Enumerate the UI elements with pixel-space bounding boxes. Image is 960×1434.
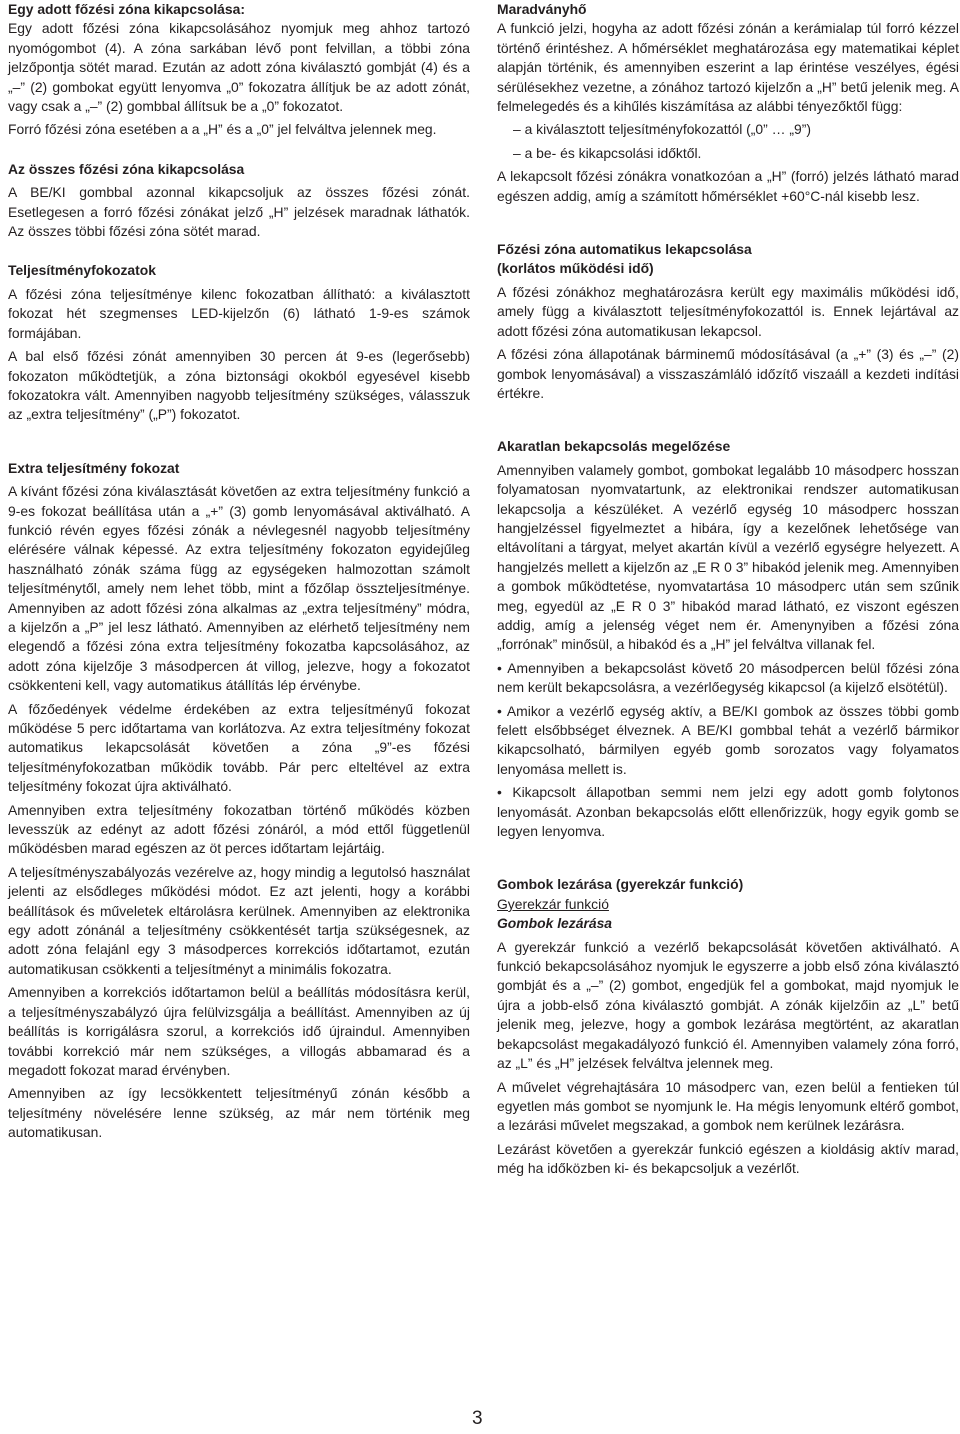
left-column: [8, 0, 470, 1143]
paragraph: A BE/KI gombbal azonnal kikapcsoljuk az összes főzési zónát. Esetlegesen a forró főzési zónákat jelző „H” jelzések maradnak láthatók. Az összes többi főzési zóna sötét marad.: [8, 184, 470, 240]
section-heading: Az összes főzési zóna kikapcsolása: [8, 160, 245, 177]
section-accidental-switch-on: [497, 437, 959, 841]
section-heading: Főzési zóna automatikus lekapcsolása: [497, 241, 752, 258]
paragraph: A funkció jelzi, hogyha az adott főzési zónán a kerámialap túl forró kézzel történő érintéshez. A hőmérséklet meghatározása egy matematikai képlet alapján történik, és amennyiben eszerint a lap érintése veszélyes, égési sérülésekhez vezetne, a zónához tartozó kijelzőn a „H” betű jelenik meg. A felmelegedés és a kihűlés kiszámítása az alábbi tényezőktől függ:: [497, 20, 959, 115]
paragraph: Amennyiben extra teljesítmény fokozatban történő működés közben levesszük az edényt az adott főzési zónáról, a mód ettől függetlenül működésben marad egészen az öt perces időtartam lejártáig.: [8, 801, 470, 857]
paragraph: A lekapcsolt főzési zónákra vonatkozóan a „H” (forró) jelzés látható marad egészen addig, amíg a számított hőmérséklet +60°C-nál kisebb lesz.: [497, 168, 959, 204]
bullet-item: • Amikor a vezérlő egység aktív, a BE/KI gombok az összes többi gomb felett elsőbbséget élveznek. A BE/KI gombbal tehát a vezérlő bármikor kikapcsolható, bármilyen egyéb gomb sorozatos vagy folyamatos lenyomása mellett is.: [497, 702, 959, 777]
section-child-lock: [497, 875, 959, 1178]
paragraph: A bal első főzési zónát amennyiben 30 percen át 9-es (legerősebb) fokozaton működtetjük, a zóna biztonsági okokból egyesével kisebb fokozatokra vált. Amennyiben nagyobb teljesítmény szükséges, válasszuk az „extra teljesítmény” („P”) fokozatot.: [8, 348, 470, 423]
paragraph: Lezárást követően a gyerekzár funkció egészen a kioldásig aktív marad, még ha időközben ki- és bekapcsoljuk a vezérlőt.: [497, 1140, 959, 1177]
section-single-zone-off: [8, 0, 470, 140]
paragraph: A főzési zóna állapotának bárminemű módosításával (a „+” (3) és „–” (2) gombok lenyomásával) a visszaszámláló időzítő viszaáll a kezdeti indítási értékre.: [497, 346, 959, 401]
section-heading: Extra teljesítmény fokozat: [8, 459, 180, 476]
paragraph: A teljesítményszabályozás vezérelve az, hogy mindig a legutolsó használat jelenti az elsődleges működési módot. Ez azt jelenti, hogy a korábbi beállítások és műveletek eltárolásra kerülnek. Amennyiben az elektronika egy adott zónánál a teljesítmény csökkentését tartja szükségesnek, az adott zóna felajánl egy 3 másodperces korrekciós időtartamot, ezután automatikusan csökkenti a teljesítményt a minimális fokozatra.: [8, 863, 470, 977]
page-number: 3: [472, 1408, 483, 1429]
bullet-item: • Kikapcsolt állapotban semmi nem jelzi egy adott gomb folytonos lenyomását. Azonban bekapcsolás előtt ellenőrizzük, hogy egyik gomb se legyen lenyomva.: [497, 784, 959, 840]
section-all-zones-off: [8, 160, 470, 242]
section-heading: Akaratlan bekapcsolás megelőzése: [497, 438, 731, 455]
list-item: – a be- és kikapcsolási időktől.: [513, 144, 702, 161]
underlined-subheading: Gyerekzár funkció: [497, 895, 609, 912]
paragraph: A művelet végrehajtására 10 másodperc van, ezen belül a fentieken túl egyetlen más gombot se nyomjunk le. Ha mégis lenyomunk eltérő gombot, a lezárási művelet megszakad, a gombok nem kerülnek lezárásra.: [497, 1078, 959, 1134]
section-extra-power: [8, 459, 470, 1143]
paragraph: A főzési zóna teljesítménye kilenc fokozatban állítható: a kiválasztott fokozat hét szegmenses LED-kijelzőn (6) látható 1-9-es számok formájában.: [8, 285, 470, 341]
paragraph: Amennyiben a korrekciós időtartamon belül a beállítás módosításra kerül, a teljesítményszabályzó újra felülvizsgálja a beállítást. Amennyiben az új beállítás is korrigálásra szorul, a korrekciós idő újraindul. Amennyiben további korrekció már nem szükséges, a villogás abbamarad és a megadott fokozat marad érvényben.: [8, 984, 470, 1078]
paragraph: A főzőedények védelme érdekében az extra teljesítményű fokozat működése 5 perc időtartama van korlátozva. Az extra teljesítmény fokozat automatikus lekapcsolását követően a zóna „9”-es főzési teljesítményfokozatban működik tovább. Pár perc elteltével az extra teljesítmény fokozat újra aktiválható.: [8, 700, 470, 795]
section-heading: Egy adott főzési zóna kikapcsolása:: [8, 1, 245, 17]
paragraph: Amennyiben az így lecsökkentett teljesítményű zónán később a teljesítmény növelésére lenne szükség, az már nem történik meg automatikusan.: [8, 1085, 470, 1141]
section-heading: Maradványhő: [497, 1, 587, 17]
section-power-levels: [8, 261, 470, 424]
section-auto-switch-off: [497, 240, 959, 403]
paragraph: A gyerekzár funkció a vezérlő bekapcsolását követően aktiválható. A funkció bekapcsolásához nyomjuk le egyszerre a jobb első zóna kiválasztó gombját és a „–” (2) gombot, engedjük fel a gombokat, majd nyomjuk le újra a jobb-első zóna kiválasztó gombját. A zónák kijelzőin az „L” betű jelenik meg, jelezve, hogy a gombok lezárása megtörtént, az akaratlan bekapcsolást megakadályozó funkció él. Amennyiben valamely zóna forró, az „L” és „H” jelzések felváltva jelennek meg.: [497, 938, 959, 1072]
paragraph: A kívánt főzési zóna kiválasztását követően az extra teljesítmény funkció a 9-es fokozat beállítása után a „+” (3) gomb lenyomásával aktiválható. A funkció révén egyes főzési zónák a névlegesnél nagyobb teljesítmény elérésére válnak képessé. Az extra teljesítmény fokozaton egyidejűleg használható zónák száma függ az egységeken halmozottan számolt teljesítménytől, amely nem lehet több, mint a főzőlap összteljesítménye. Amennyiben az adott főzési zóna alkalmas az „extra teljesítmény” módra, a kijelzőn a „P” jel lesz látható. Amennyiben az elérhető teljesítmény nem elegendő a főzési zóna extra teljesítmény fokozatba kapcsolásához, az adott zóna kijelzője 3 másodpercen át villog, jelezve, hogy a fokozatot csökkenteni kell, vagy automatikus átállítás lép érvénybe.: [8, 483, 470, 694]
paragraph: A főzési zónákhoz meghatározásra került egy maximális működési idő, amely függ a kiválasztott teljesítményfokozattól is. Ennek lejártával az adott főzési zóna automatikusan lekapcsol.: [497, 283, 959, 339]
section-subheading: (korlátos működési idő): [497, 260, 654, 277]
section-heading: Gombok lezárása (gyerekzár funkció): [497, 876, 744, 893]
paragraph: Egy adott főzési zóna kikapcsolásához nyomjuk meg ahhoz tartozó nyomógombot (4). A zóna sarkában lévő pont felvillan, a többi zóna jelzőpontja sötét marad. Ezután az adott zóna kiválasztó gombját (4) és a „–” (2) gombokat együtt lenyomva „0” fokozatra állítjuk be az adott zónát, vagy csak a „–” (2) gombbal állítsuk be a „0” fokozatot.: [8, 20, 470, 115]
section-heading: Teljesítményfokozatok: [8, 262, 156, 279]
list-item: – a kiválasztott teljesítményfokozattól („0” … „9”): [513, 121, 811, 138]
right-column: [497, 0, 959, 1179]
paragraph: Forró főzési zóna esetében a a „H” és a „0” jel felváltva jelennek meg.: [8, 121, 437, 138]
section-residual-heat: [497, 0, 959, 206]
italic-subheading: Gombok lezárása: [497, 915, 613, 932]
paragraph: Amennyiben valamely gombot, gombokat legalább 10 másodperc hosszan folyamatosan nyomvatartunk, az elektronikai rendszer automatikusan lekapcsolja a készüléket. A vezérlő egység 10 másodperc hosszan hangjelzéssel figyelmeztet a hibára, így a kezelőnek lehetősége van eltávolítani a tárgyat, melyet akartán kívül a vezérlő egységre helyezett. A hangjelzés mellett a kijelzőn az „E R 0 3” hibakód jelenik meg. Amennyiben a gombok működtetése, nyomvatartása 10 másodperc után sem szűnik meg, egyedül az „E R 0 3” hibakód marad látható, ez viszont egészen addig, amíg a jelenség véget nem ér. Amenynyiben a főzési zóna „forrónak” minősül, a hibakód és a „H” jel felváltva villanak fel.: [497, 461, 959, 653]
bullet-item: • Amennyiben a bekapcsolást követő 20 másodpercen belül főzési zóna nem került bekapcsolásra, a vezérlőegység kikapcsol (a kijelző elsötétül).: [497, 659, 959, 696]
